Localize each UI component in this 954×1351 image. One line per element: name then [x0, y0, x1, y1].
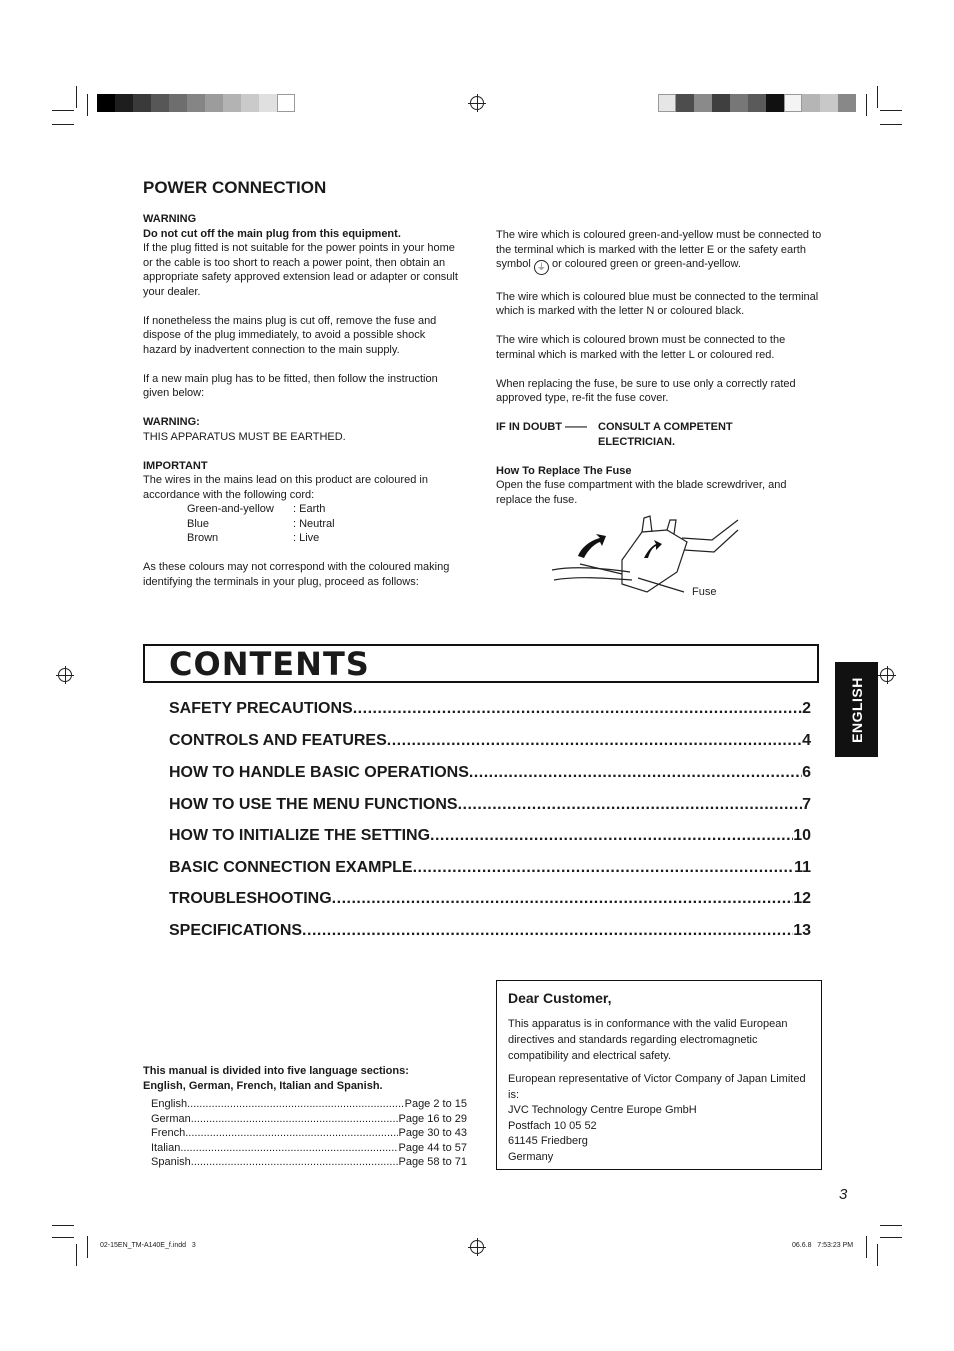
dear-paragraph: European representative of Victor Company of Japan Limited is:: [508, 1073, 806, 1101]
language-row: [151, 1112, 467, 1127]
registration-mark-icon: [880, 668, 894, 682]
toc-leader: [387, 732, 802, 750]
language-name: French: [151, 1127, 186, 1139]
color-swatch: [838, 94, 856, 112]
crop-mark: [52, 1237, 74, 1238]
toc-page: 7: [802, 796, 811, 813]
color-swatch: [766, 94, 784, 112]
crop-mark: [877, 86, 878, 108]
doubt-line: CONSULT A COMPETENT: [598, 421, 733, 433]
color-swatch: [205, 94, 223, 112]
toc-item: [169, 890, 811, 908]
language-leader: [191, 1112, 399, 1127]
wire-colour: Brown: [187, 532, 219, 544]
language-intro: English, German, French, Italian and Spanish.: [143, 1079, 383, 1092]
language-name: English: [151, 1098, 188, 1110]
color-swatch: [259, 94, 277, 112]
language-name: German: [151, 1112, 191, 1125]
paragraph: When replacing the fuse, be sure to use only a correctly rated approved type, re-fit the fuse cover.: [496, 377, 796, 404]
warning-subheading: Do not cut off the main plug from this equipment.: [143, 227, 401, 240]
language-pages: Page 16 to 29: [398, 1112, 467, 1125]
toc-page: 11: [794, 859, 811, 876]
language-name: Italian: [151, 1141, 181, 1154]
language-leader: [187, 1097, 405, 1112]
color-swatch: [712, 94, 730, 112]
toc-page: 6: [802, 764, 811, 781]
toc-item: [169, 859, 811, 877]
language-row: [151, 1155, 467, 1170]
crop-mark: [76, 1244, 77, 1266]
toc-label: CONTROLS AND FEATURES: [169, 732, 387, 749]
language-tab: [835, 662, 878, 757]
wire-table: [143, 502, 461, 546]
address-line: 61145 Friedberg: [508, 1135, 588, 1147]
fuse-heading: How To Replace The Fuse: [496, 464, 632, 477]
address-line: Postfach 10 05 52: [508, 1119, 597, 1132]
crop-mark: [76, 86, 77, 108]
language-leader: [185, 1126, 398, 1141]
crop-mark: [880, 124, 902, 125]
footer-timestamp: 06.6.8 7:53:23 PM: [792, 1242, 854, 1249]
address-line: Germany: [508, 1150, 554, 1163]
paragraph: The wire which is coloured brown must be connected to the terminal which is marked with the letter L or coloured red.: [496, 334, 786, 361]
address: [508, 1103, 810, 1165]
color-swatch: [97, 94, 115, 112]
warning2-heading: WARNING:: [143, 416, 200, 428]
wire-colour: Blue: [187, 517, 210, 530]
toc-page: 12: [793, 890, 811, 907]
important-heading: IMPORTANT: [143, 459, 208, 472]
contents-title-box: [143, 644, 819, 683]
color-swatch: [802, 94, 820, 112]
crop-mark: [52, 124, 74, 125]
paragraph: If nonetheless the mains plug is cut off, remove the fuse and dispose of the plug immediately, to avoid a possible shock hazard by inadvertent connection to the main supply.: [143, 314, 437, 356]
paragraph: As these colours may not correspond with the coloured making identifying the terminals in your plug, proceed as follows:: [143, 561, 450, 588]
wire-meaning: : Neutral: [293, 517, 335, 530]
plug-illustration: [552, 512, 742, 598]
toc-item: [169, 922, 811, 940]
doubt-block: [496, 420, 824, 449]
dear-heading: Dear Customer,: [508, 990, 612, 1006]
contents-title: CONTENTS: [169, 645, 370, 683]
address-line: JVC Technology Centre Europe GmbH: [508, 1104, 697, 1116]
language-row: [151, 1141, 467, 1156]
wire-meaning: : Earth: [293, 503, 326, 515]
section-title-power: POWER CONNECTION: [143, 178, 327, 197]
language-tab-label: ENGLISH: [848, 676, 865, 743]
crop-mark: [880, 110, 902, 111]
wire-colour: Green-and-yellow: [187, 503, 274, 515]
fuse-label: Fuse: [692, 586, 717, 598]
toc-page: 13: [793, 922, 811, 939]
toc-item: [169, 732, 811, 750]
power-right-column: [496, 228, 824, 507]
color-bar-left: [97, 94, 295, 112]
power-left-column: [143, 212, 461, 589]
toc-leader: [458, 796, 803, 814]
color-swatch: [241, 94, 259, 112]
toc-leader: [413, 859, 795, 877]
toc-leader: [353, 700, 802, 718]
paragraph: If the plug fitted is not suitable for the power points in your home or the cable is too short to reach a power point, then obtain an appropriate safety approved extension lead or adapter or consult your dealer.: [143, 242, 458, 298]
color-swatch: [694, 94, 712, 112]
paragraph: The wire which is coloured blue must be connected to the terminal which is marked with the letter N or coloured black.: [496, 290, 819, 317]
crop-mark: [87, 1236, 88, 1258]
wire-row: [187, 502, 461, 517]
language-sections: [143, 1064, 467, 1170]
language-name: Spanish: [151, 1156, 191, 1168]
toc-label: HOW TO USE THE MENU FUNCTIONS: [169, 796, 458, 813]
color-swatch: [133, 94, 151, 112]
dear-paragraph: This apparatus is in conformance with the valid European directives and standards regarding electromagnetic compatibility and electrical safety.: [508, 1018, 788, 1062]
earth-text-before: The wire which is coloured green-and-yellow must be connected to the terminal which is marked with the letter E or the safety earth symbol: [496, 229, 822, 270]
color-swatch: [151, 94, 169, 112]
crop-mark: [52, 110, 74, 111]
toc-item: [169, 796, 811, 814]
toc-page: 2: [802, 700, 811, 717]
crop-mark: [880, 1225, 902, 1226]
toc-label: BASIC CONNECTION EXAMPLE: [169, 859, 413, 876]
language-pages: Page 58 to 71: [398, 1156, 467, 1168]
toc-label: TROUBLESHOOTING: [169, 890, 332, 907]
language-pages: Page 30 to 43: [398, 1127, 467, 1139]
toc-leader: [302, 922, 793, 940]
toc-label: SAFETY PRECAUTIONS: [169, 700, 353, 717]
doubt-label: IF IN DOUBT ——: [496, 421, 588, 433]
color-swatch: [748, 94, 766, 112]
toc-page: 10: [793, 827, 811, 844]
language-intro: This manual is divided into five language sections:: [143, 1065, 409, 1077]
warning2-text: THIS APPARATUS MUST BE EARTHED.: [143, 430, 346, 443]
toc-page: 4: [802, 732, 811, 749]
crop-mark: [866, 94, 867, 116]
registration-mark-icon: [470, 1240, 484, 1254]
color-swatch: [784, 94, 802, 112]
language-list: [143, 1097, 467, 1170]
doubt-line: ELECTRICIAN.: [598, 435, 675, 448]
language-pages: Page 2 to 15: [404, 1098, 467, 1110]
paragraph: [496, 228, 824, 275]
registration-mark-icon: [58, 668, 72, 682]
language-pages: Page 44 to 57: [398, 1141, 467, 1154]
paragraph: If a new main plug has to be fitted, then follow the instruction given below:: [143, 372, 438, 399]
language-row: [151, 1097, 467, 1112]
footer-file: 02-15EN_TM-A140E_f.indd 3: [100, 1242, 196, 1249]
color-swatch: [223, 94, 241, 112]
earth-text-after: or coloured green or green-and-yellow.: [551, 258, 741, 270]
warning-heading: WARNING: [143, 213, 197, 225]
wire-row: [187, 517, 461, 532]
toc-leader: [332, 890, 794, 908]
crop-mark: [87, 94, 88, 116]
language-row: [151, 1126, 467, 1141]
toc-label: HOW TO INITIALIZE THE SETTING: [169, 827, 431, 844]
toc-leader: [430, 827, 793, 845]
crop-mark: [52, 1225, 74, 1226]
color-swatch: [676, 94, 694, 112]
toc-leader: [469, 764, 802, 782]
fuse-text: Open the fuse compartment with the blade screwdriver, and replace the fuse.: [496, 479, 787, 506]
color-swatch: [658, 94, 676, 112]
registration-mark-icon: [470, 96, 484, 110]
language-leader: [191, 1155, 399, 1170]
wire-meaning: : Live: [293, 532, 320, 544]
color-swatch: [187, 94, 205, 112]
toc-item: [169, 827, 811, 845]
dear-customer-box: [496, 980, 822, 1170]
page-number: 3: [839, 1186, 848, 1203]
color-bar-right: [658, 94, 856, 112]
language-leader: [180, 1141, 398, 1156]
toc-item: [169, 700, 811, 718]
crop-mark: [877, 1244, 878, 1266]
crop-mark: [866, 1236, 867, 1258]
color-swatch: [730, 94, 748, 112]
earth-symbol-icon: ⏚: [534, 260, 549, 275]
crop-mark: [880, 1237, 902, 1238]
important-text: The wires in the mains lead on this product are coloured in accordance with the following cord:: [143, 474, 428, 501]
wire-row: [187, 531, 461, 546]
doubt-text: [598, 420, 733, 449]
toc-label: SPECIFICATIONS: [169, 922, 303, 939]
toc-item: [169, 764, 811, 782]
color-swatch: [820, 94, 838, 112]
color-swatch: [169, 94, 187, 112]
toc-label: HOW TO HANDLE BASIC OPERATIONS: [169, 764, 469, 781]
color-swatch: [115, 94, 133, 112]
color-swatch: [277, 94, 295, 112]
